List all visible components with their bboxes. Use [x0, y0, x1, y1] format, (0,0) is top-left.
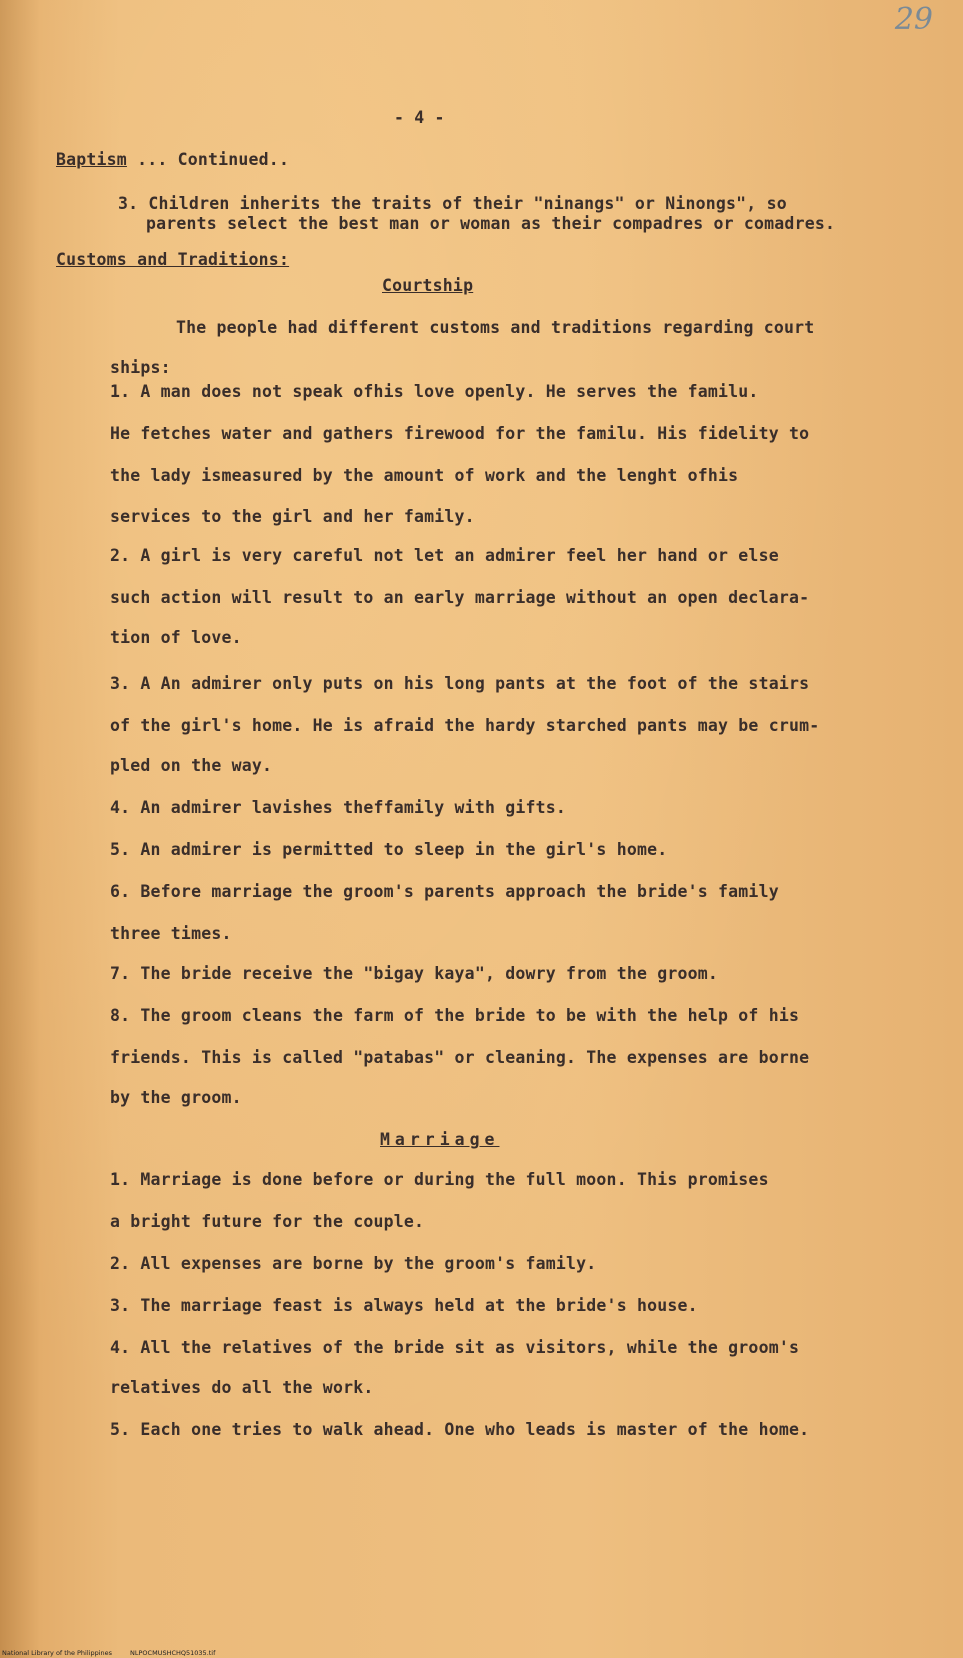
marriage-line: 5. Each one tries to walk ahead. One who leads is master of the home. [110, 1420, 810, 1439]
page-number: - 4 - [394, 108, 445, 127]
courtship-line: services to the girl and her family. [110, 507, 475, 526]
courtship-line: the lady ismeasured by the amount of work and the lenght ofhis [110, 466, 739, 485]
marriage-line: a bright future for the couple. [110, 1212, 425, 1231]
baptism-heading: Baptism [56, 150, 127, 169]
corner-page-number: 29 [894, 2, 933, 37]
footer-file-id: NLPOCMUSHCHQ51035.tif [130, 1649, 216, 1657]
courtship-line: 1. A man does not speak ofhis love openly. He serves the familu. [110, 382, 759, 401]
marriage-line: 4. All the relatives of the bride sit as visitors, while the groom's [110, 1338, 800, 1357]
courtship-intro-line-1: The people had different customs and traditions regarding court [176, 318, 815, 337]
courtship-title: Courtship [382, 276, 474, 295]
courtship-line: pled on the way. [110, 756, 273, 775]
courtship-line: 4. An admirer lavishes theffamily with gifts. [110, 798, 567, 817]
courtship-line: of the girl's home. He is afraid the hardy starched pants may be crum- [110, 716, 820, 735]
courtship-line: tion of love. [110, 628, 242, 647]
courtship-line: such action will result to an early marriage without an open declara- [110, 588, 810, 607]
courtship-line: by the groom. [110, 1088, 242, 1107]
customs-heading: Customs and Traditions: [56, 250, 290, 269]
footer-library: National Library of the Philippines [2, 1649, 113, 1657]
courtship-line: 6. Before marriage the groom's parents approach the bride's family [110, 882, 779, 901]
marriage-line: 3. The marriage feast is always held at the bride's house. [110, 1296, 698, 1315]
marriage-line: 1. Marriage is done before or during the full moon. This promises [110, 1170, 769, 1189]
courtship-line: 3. A An admirer only puts on his long pants at the foot of the stairs [110, 674, 810, 693]
marriage-line: 2. All expenses are borne by the groom's family. [110, 1254, 597, 1273]
scan-footer [2, 1649, 233, 1657]
baptism-item-3-line-1: 3. Children inherits the traits of their "ninangs" or Ninongs", so [118, 194, 787, 213]
courtship-intro-line-2: ships: [110, 358, 171, 377]
courtship-line: 5. An admirer is permitted to sleep in the girl's home. [110, 840, 668, 859]
marriage-line: relatives do all the work. [110, 1378, 374, 1397]
baptism-item-3-line-2: parents select the best man or woman as their compadres or comadres. [146, 214, 836, 233]
baptism-heading-rest: ... Continued.. [126, 150, 290, 169]
courtship-line: three times. [110, 924, 232, 943]
courtship-line: friends. This is called "patabas" or cleaning. The expenses are borne [110, 1048, 810, 1067]
courtship-line: He fetches water and gathers firewood for the familu. His fidelity to [110, 424, 810, 443]
courtship-line: 7. The bride receive the "bigay kaya", dowry from the groom. [110, 964, 719, 983]
courtship-line: 2. A girl is very careful not let an admirer feel her hand or else [110, 546, 779, 565]
courtship-line: 8. The groom cleans the farm of the bride to be with the help of his [110, 1006, 800, 1025]
marriage-title: Marriage [380, 1130, 500, 1149]
baptism-heading-line [56, 150, 289, 169]
